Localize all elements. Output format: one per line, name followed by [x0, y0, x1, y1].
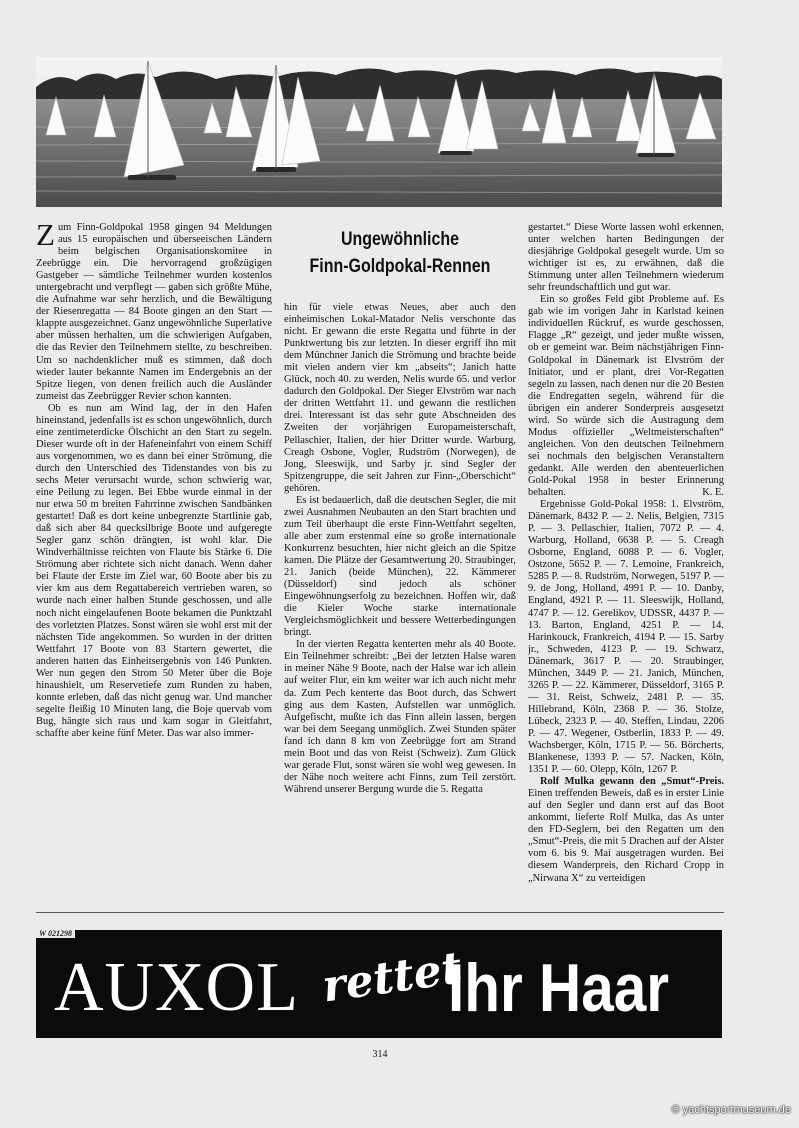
paragraph-text: um Finn-Goldpokal 1958 gingen 94 Meldungen aus 15 europäischen und überseeischen Ländern beim belgischen Organisationskomitee in Zeebrügge ein. Die hervorragend großzügigen Gastgeber — sämtliche Teilnehmer wurden kostenlos untergebracht und verpflegt — gaben sich größte Mühe, die Aufnahme war sehr herzlich, und die Bewältigung der Riesenregatta — 84 Boote gingen an den Start — klappte ausgezeichnet. Ganz ungewöhnliche Superlative aber müssen herhalten, um die schwierigen Aufgaben, die das Revier den Teilnehmern stellte, zu beschreiben. Um so nachdenklicher muß es stimmen, daß doch wieder lauter bekannte Namen im Endergebnis an der Spitze liegen, von denen freilich auch die Ausländer zumeist das Zeebrügger Revier schon kannten.	[36, 222, 272, 402]
paragraph	[528, 294, 724, 499]
paragraph	[528, 776, 724, 884]
paragraph-text: Einen treffenden Beweis, daß es in erster Linie auf den Segler und dann erst auf das Boot ankommt, lieferte Rolf Mulka, das As unter den FD-Seglern, bei den Regatten um den „Smut“-Preis, die mit 5 Drachen auf der Alster vom 6. bis 9. Mai ausgetragen wurden. Bei diesem Wanderpreis, den Richard Cropp in „Nirwana X“ zu verteidigen	[528, 788, 724, 884]
paragraph	[36, 222, 272, 403]
paragraph: Ob es nun am Wind lag, der in den Hafen hineinstand, jedenfalls ist es schon ungewöhnlich, durch eine zentimeterdicke Ölschicht an den Start zu segeln. Dieser wurde oft in der Hafeneinfahrt von einem Schiff aus vorgenommen, wo es dann bei einer Strömung, die durch den Unterschied des Tidenstandes von bis zu sechs Meter verursacht wurde, schon schwierig war, eine Peilung zu legen. Bei Ebbe wurde einmal in der nur etwa 50 m breiten Fahrrinne zwischen Sandbänken gestartet! Daß es dort keine unbegrenzte Startlinie gab, daß sich aber 84 quecksilbrige Boote und aufgeregte Segler ganz schön drängten, ist wohl klar. Die Windverhältnisse reichten von Flaute bis Stärke 6. Die Strömung aber richtete sich nicht danach. Wenn daher bei Flaute der Erste im Ziel war, 60 Boote aber bis zu vier km aus dem Regattabereich vertrieben waren, so wurde nach einer halben Stunde geschossen, und alle noch nicht eingelaufenen Boote bekamen die Punktzahl des vorletzten Platzes. Sonst wären sie wohl erst mit der nächsten Tide angekommen. So wurden in der dritten Wettfahrt 17 Boote von 83 Startern gewertet, die anderen hatten das Einheitsergebnis von 146 Punkten. Wer nun gegen den Strom 50 Meter über die Boje hinaushielt, um Reservetiefe zum Runden zu haben, konnte erleben, daß das nicht genug war. Und mancher segelte fleißig 10 Minuten lang, die Boje quervab vom Bug, hängte sich raus und kam sogar in Gleitfahrt, schaffte aber keine fünf Meter. Das war also immer-	[36, 402, 272, 739]
ad-script-word: rettet	[319, 942, 466, 1013]
paragraph-text: Ein so großes Feld gibt Probleme auf. Es gab wie im vorigen Jahr in Karlstad keinen individuellen Rückruf, es wurde geschossen, Flagge „R“ gezeigt, und jeder mußte wissen, ob er gemeint war. Beim nächstjährigen Finn-Goldpokal in Dänemark ist Elvström der Initiator, und er plant, drei Vor-Regatten segeln zu lassen, nach denen nur die 20 Besten die Endregatten segeln, während für die übrigen ein anderer Sonderpreis ausgesetzt wird. So würde sich die Austragung dem Modus offizieller „Weltmeisterschaften“ angleichen. Von den deutschen Teilnehmern sei nochmals den belgischen Veranstaltern gedankt. Alle werden den abenteuerlichen Gold-Pokal 1958 in bester Erinnerung behalten.	[528, 294, 724, 499]
author-signature: K. E.	[702, 487, 724, 499]
paragraph: hin für viele etwas Neues, aber auch den einheimischen Lokal-Matador Nelis verschonte das nicht. Er gewann die erste Regatta und führte in der Punktwertung bis zur letzten. In dieser ergriff ihn mit dem Münchner Janich die Strömung und brachte beide mit vielen andern vier km „abseits“; Janich hatte Glück, noch 40. zu werden, Nelis wurde 65. und verlor dadurch den Goldpokal. Der Sieger Elvström war nach der dritten Wettfahrt 11. und gewann die restlichen drei. Interessant ist das sehr gute Abschneiden des Zweiten der vorjährigen Europameisterschaft, Pellaschier, Italien, der hier Dritter wurde. Warburg, Creagh Osbone, Vogler, Rudström (Norwegen), de Jong, Sleeswijk, und Sarby jr. sind Segler der Spitzengruppe, die seit Jahren zur Finn-„Oberschicht“ gehören.	[284, 302, 516, 494]
headline-line-2: Finn-Goldpokal-Rennen	[309, 256, 491, 277]
page-number: 314	[372, 1049, 388, 1060]
headline-line-1: Ungewöhnliche	[341, 229, 459, 250]
watermark: © yachtsportmuseum.de	[671, 1104, 791, 1116]
paragraph: gestartet.“ Diese Worte lassen wohl erkennen, unter welchen harten Bedingungen der diesjährige Goldpokal gesegelt wurde. Um so wichtiger ist es, zu erwähnen, daß die Stimmung unter allen Teilnehmern wiederum sehr freundschaftlich und gut war.	[528, 222, 724, 294]
ad-slogan: Ihr Haar	[448, 950, 670, 1026]
ad-brand: AUXOL	[54, 949, 299, 1026]
ad-code: W 021298	[36, 929, 75, 938]
advertisement	[36, 930, 722, 1038]
subheading: Rolf Mulka gewann den „Smut“-Preis.	[540, 776, 724, 788]
text-column-2	[284, 302, 516, 910]
regatta-illustration	[36, 57, 722, 207]
paragraph: In der vierten Regatta kenterten mehr als 40 Boote. Ein Teilnehmer schreibt: „Bei der letzten Halse waren in meiner Nähe 9 Boote, nach der Halse war ich allein auf weiter Flur, ein km weiter war ich auch nicht mehr da. Zum Pech kenterte das Boot durch, das Schwert ging aus dem Kasten, Aufstellen war unmöglich. Aufgefischt, mußte ich das Finn allein lassen, bergen war bei dem Seegang unmöglich. Zwei Stunden später fand ich dann 8 km von Zeebrügge fort am Strand mein Boot und das von Reist (Schweiz). Zum Glück war gerade Flut, sonst wären sie wohl weg gewesen. In der Nähe noch weitere acht Finns, zum Teil zerstört. Während unserer Bergung wurde die 5. Regatta	[284, 639, 516, 795]
results-paragraph: Ergebnisse Gold-Pokal 1958: 1. Elvström, Dänemark, 8432 P. — 2. Nelis, Belgien, 7315 P. — 3. Pellaschier, Italien, 7072 P. — 4. Warburg, Holland, 6638 P. — 5. Creagh Osborne, England, 6088 P. — 6. Vogler, Ostzone, 5652 P. — 7. Lemoine, Frankreich, 5285 P. — 8. Rudström, Norwegen, 5197 P. — 9. de Jong, Holland, 4991 P. — 10. Danby, England, 4921 P. — 11. Sleeswijk, Holland, 4747 P. — 12. Gerelikov, UDSSR, 4437 P. — 13. Barton, England, 4251 P. — 14. Harinkouck, Frankreich, 4194 P. — 15. Sarby jr., Schweden, 4123 P. — 19. Schwarz, Dänemark, 3617 P. — 20. Straubinger, München, 3449 P. — 21. Janich, München, 3265 P. — 22. Kämmerer, Düsseldorf, 3165 P. — 31. Reist, Schweiz, 2481 P. — 35. Hillebrand, Köln, 2368 P. — 36. Stolze, Lübeck, 2323 P. — 40. Steffen, Lindau, 2206 P. — 47. Wegener, Ostberlin, 1833 P. — 49. Wachsberger, Köln, 1715 P. — 56. Börcherts, Blankenese, 1393 P. — 57. Nacken, Köln, 1351 P. — 60. Olepp, Köln, 1267 P.	[528, 499, 724, 776]
text-column-1	[36, 222, 272, 910]
paragraph: Es ist bedauerlich, daß die deutschen Segler, die mit zwei Ausnahmen Neubauten an den Start brachten und zum Teil überhaupt die erste Finn-Wettfahrt segelten, alle aber zum erstenmal eine so große internationale Konkurrenz besuchten, hier nicht gleich an die Spitze kamen. Die Plätze der Gesamtwertung 20. Straubinger, 21. Janich (beide München), 22. Kämmerer (Düsseldorf) sind jedoch als schöner Eingewöhnungserfolg zu bezeichnen. Hoffen wir, daß die Kieler Woche starke internationale Vergleichsmöglichkeit und bessere Wetterbedingungen bringt.	[284, 494, 516, 639]
regatta-photo	[36, 57, 722, 207]
article-headline	[303, 226, 498, 280]
drop-cap: Z	[36, 222, 55, 252]
divider	[36, 912, 724, 913]
text-column-3	[528, 222, 724, 910]
